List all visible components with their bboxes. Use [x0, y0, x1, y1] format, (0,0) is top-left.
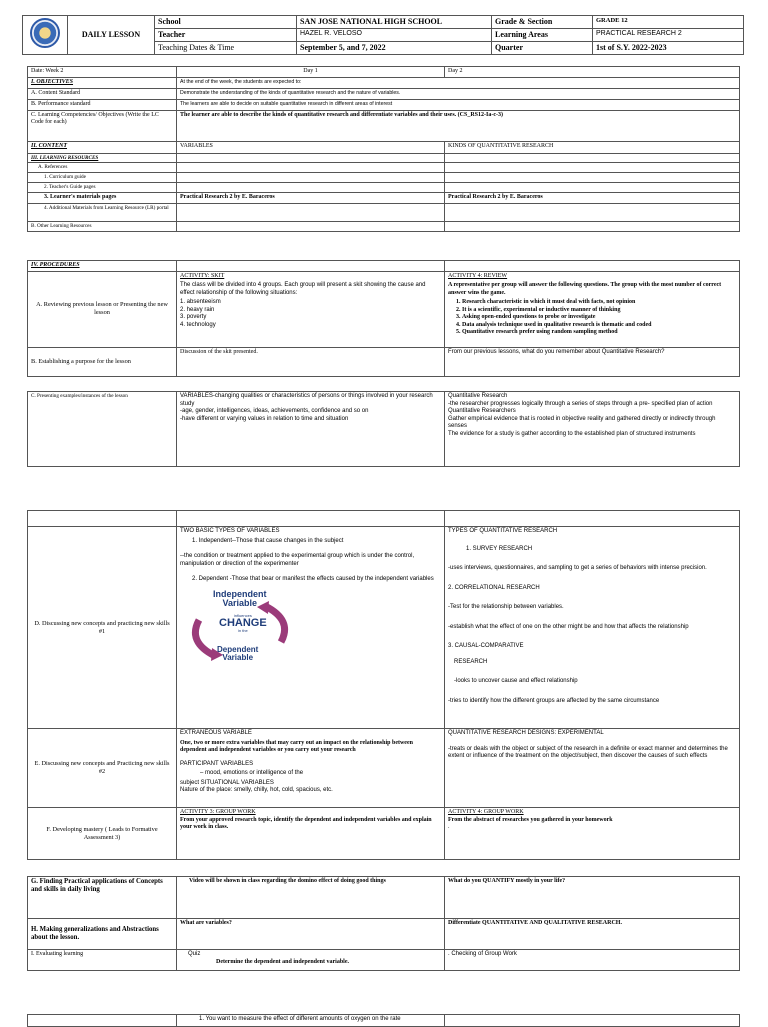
- skit-item: 2. heavy rain: [180, 306, 215, 313]
- group-work-4-title: ACTIVITY 4: GROUP WORK: [448, 809, 524, 815]
- school-label: School: [155, 16, 297, 29]
- correlational-desc-2: -establish what the effect of one on the other might be and how that affects the relationship: [448, 623, 689, 630]
- oxygen-question: 1. You want to measure the effect of different amounts of oxygen on the rate: [177, 1015, 445, 1027]
- experimental-cell: [445, 729, 740, 808]
- extraneous-text: One, two or more extra variables that may carry out an impact on the relationship between dependent and independent variables or you carry out your research: [180, 739, 413, 753]
- activity-skit-title: ACTIVITY: SKIT: [180, 272, 225, 279]
- group-work-4-cell: [445, 808, 740, 860]
- deped-seal-icon: [30, 18, 60, 48]
- skit-item: 1. absenteeism: [180, 299, 221, 305]
- experimental-title: QUANTITATIVE RESEARCH DESIGNS: EXPERIMENTAL: [448, 730, 604, 736]
- quiz-desc: Determine the dependent and independent variable.: [216, 958, 350, 965]
- resources-heading: III. LEARNING RESOURCES: [28, 153, 177, 163]
- applications-day2: What do you QUANTIFY mostly in your life?: [445, 877, 740, 919]
- competencies-text: The learner are able to describe the kinds of quantitative research and differentiate variables and their uses. (CS_RS12-Ia-c-3): [177, 110, 740, 141]
- continuation-table: [27, 1014, 740, 1027]
- basic-variables-cell: [177, 527, 445, 729]
- evidence-text: The evidence for a study is gather according to the established plan of structured instruments: [448, 430, 696, 437]
- dates-label: Teaching Dates & Time: [155, 42, 297, 55]
- causal-comparative-2: RESEARCH: [454, 658, 488, 665]
- group-work-3-title: ACTIVITY 3: GROUP WORK: [180, 809, 256, 815]
- content-standard-text: Demonstrate the understanding of the kinds of quantitative research and the nature of variables.: [177, 88, 740, 99]
- evaluating-label: I. Evaluating learning: [28, 950, 177, 971]
- additional-materials-label: 4. Additional Materials from Learning Resource (LR) portal: [28, 203, 177, 221]
- activity-skit-cell: [177, 271, 445, 347]
- quant-research-text: -the researcher progresses logically through a series of steps through a pre- specified plan of action: [448, 400, 713, 407]
- quiz-label: Quiz: [188, 951, 201, 957]
- generalizations-day1: What are variables?: [177, 919, 445, 950]
- correlational-research: 2. CORRELATIONAL RESEARCH: [448, 584, 540, 591]
- lm-label: 3. Learner's materials pages: [28, 193, 177, 204]
- evaluating-day1: [177, 950, 445, 971]
- diagram-dependent: Dependent Variable: [217, 644, 259, 662]
- purpose-day2: From our previous lessons, what do you remember about Quantitative Research?: [445, 347, 740, 376]
- review-question: 1. Research characteristic in which it must deal with facts, not opinion: [462, 299, 736, 307]
- dependent-item: 2. Dependent -Those that bear or manifest the effects caused by the independent variables: [192, 576, 434, 582]
- causal-comparative: 3. CAUSAL-COMPARATIVE: [448, 643, 524, 649]
- examples-table: [27, 391, 740, 467]
- generalizations-label: H. Making generalizations and Abstractions about the lesson.: [28, 919, 177, 950]
- situational-variables: subject SITUATIONAL VARIABLES: [180, 779, 274, 786]
- activity-skit-text: The class will be divided into 4 groups. Each group will present a skit showing the cause and effect relationship of the following situations:: [180, 282, 426, 296]
- examples-day2: [445, 392, 740, 467]
- quarter-label: Quarter: [492, 42, 593, 55]
- extraneous-cell: [177, 729, 445, 808]
- references-label: A. References: [28, 163, 177, 173]
- objectives-heading: I. OBJECTIVES: [28, 77, 177, 88]
- quant-research-heading: Quantitative Research: [448, 393, 508, 399]
- area-value: PRACTICAL RESEARCH 2: [593, 29, 744, 42]
- causal-desc-2: -tries to identify how the different groups are affected by the same circumstance: [448, 697, 660, 704]
- group-work-4-text: From the abstract of researches you gathered in your homework: [448, 816, 613, 823]
- activity-review-title: ACTIVITY 4: REVIEW: [448, 272, 508, 279]
- applications-day1: Video will be shown in class regarding the domino effect of doing good things: [177, 877, 445, 919]
- curriculum-label: 1. Curriculum guide: [28, 173, 177, 183]
- seal-cell: [23, 16, 68, 55]
- school-value: SAN JOSE NATIONAL HIGH SCHOOL: [297, 16, 492, 29]
- skit-item: 3. poverty: [180, 314, 207, 320]
- quant-researchers-text: Gather empirical evidence that is rooted in objective reality and gathered directly or indirectly through senses: [448, 415, 716, 429]
- examples-label: C. Presenting examples/instances of the lesson: [28, 392, 177, 467]
- applications-table: [27, 876, 740, 971]
- competencies-label: C. Learning Competencies/ Objectives (Write the LC Code for each): [28, 110, 177, 141]
- group-work-4-dot: .: [448, 824, 450, 830]
- content-day2: KINDS OF QUANTITATIVE RESEARCH: [445, 141, 740, 153]
- procedures-table: [27, 260, 740, 377]
- survey-research: 1. SURVEY RESEARCH: [466, 545, 533, 552]
- diagram-independent: Independent Variable: [213, 588, 267, 608]
- group-work-3-cell: [177, 808, 445, 860]
- independent-desc: --the condition or treatment applied to the experimental group which is under the control, manipulation or direction of the experimenter: [180, 553, 415, 567]
- examples-day1: [177, 392, 445, 467]
- performance-standard-label: B. Performance standard: [28, 99, 177, 110]
- purpose-label: B. Establishing a purpose for the lesson: [28, 347, 177, 376]
- lm-day2: Practical Research 2 by E. Baraceros: [445, 193, 740, 204]
- diagram-change: influences CHANGE in the: [219, 612, 267, 633]
- situational-desc: Nature of the place: smelly, chilly, hot, cold, spacious, etc.: [180, 787, 333, 793]
- plan-table: [27, 66, 740, 232]
- types-quant-cell: [445, 527, 740, 729]
- activity-review-cell: [445, 271, 740, 347]
- concepts-table: [27, 510, 740, 860]
- variables-definition: VARIABLES-changing qualities or characteristics of persons or things involved in your research study: [180, 393, 433, 407]
- quant-researchers-heading: Quantitative Researchers: [448, 408, 516, 414]
- correlational-desc-1: -Test for the relationship between variables.: [448, 604, 564, 610]
- review-question: 3. Asking open-ended questions to probe or investigate: [462, 314, 736, 322]
- day1-header: Day 1: [177, 67, 445, 78]
- teacher-value: HAZEL R. VELOSO: [297, 29, 492, 42]
- experimental-text: -treats or deals with the object or subject of the research in a definite or exact manner and determines the extent or influence of the treatment on the object/subject, then discover the causes of such effects: [448, 745, 728, 759]
- dates-value: September 5, and 7, 2022: [297, 42, 492, 55]
- variables-examples: -age, gender, intelligences, ideas, achievements, confidence and so on: [180, 408, 369, 414]
- reviewing-label: A. Reviewing previous lesson or Presenting the new lesson: [28, 271, 177, 347]
- variables-diagram: [185, 590, 295, 670]
- group-work-3-text: From your approved research topic, identify the dependent and independent variables and explain your work in class.: [180, 816, 432, 830]
- grade-label: Grade & Section: [492, 16, 593, 29]
- variables-values: -have different or varying values in relation to time and situation: [180, 415, 349, 422]
- content-day1: VARIABLES: [177, 141, 445, 153]
- types-quant-title: TYPES OF QUANTITATIVE RESEARCH: [448, 528, 558, 534]
- discussing-label-1: D. Discussing new concepts and practicing new skills #1: [28, 527, 177, 729]
- grade-value: GRADE 12: [593, 16, 744, 29]
- applications-label: G. Finding Practical applications of Concepts and skills in daily living: [28, 877, 177, 919]
- lm-day1: Practical Research 2 by E. Baraceros: [177, 193, 445, 204]
- tg-label: 2. Teacher's Guide pages: [28, 183, 177, 193]
- review-question: 5. Quantitative research prefer using random sampling method: [462, 329, 736, 337]
- teacher-label: Teacher: [155, 29, 297, 42]
- extraneous-title: EXTRANEOUS VARIABLE: [180, 730, 252, 736]
- area-label: Learning Areas: [492, 29, 593, 42]
- activity-review-text: A representative per group will answer the following questions. The group with the most number of correct answer wins the game.: [448, 282, 722, 296]
- discussing-label-2: E. Discussing new concepts and Practicing new skills #2: [28, 729, 177, 808]
- quarter-value: 1st of S.Y. 2022-2023: [593, 42, 744, 55]
- date-week: Date: Week 2: [28, 67, 177, 78]
- causal-desc-1: -looks to uncover cause and effect relationship: [454, 678, 578, 684]
- skit-item: 4. technology: [180, 321, 216, 328]
- other-resources-label: B. Other Learning Resources: [28, 221, 177, 231]
- evaluating-day2: . Checking of Group Work: [445, 950, 740, 971]
- daily-lesson-title: DAILY LESSON: [68, 16, 155, 55]
- objectives-text: At the end of the week, the students are expected to:: [177, 77, 740, 88]
- participant-variables: PARTICIPANT VARIABLES: [180, 760, 254, 767]
- content-standard-label: A. Content Standard: [28, 88, 177, 99]
- review-question: 2. It is a scientific, experimental or inductive manner of thinking: [462, 307, 736, 315]
- basic-variables-title: TWO BASIC TYPES OF VARIABLES: [180, 528, 280, 534]
- content-heading: II. CONTENT: [28, 141, 177, 153]
- procedures-heading: IV. PROCEDURES: [28, 261, 177, 272]
- independent-item: 1. Independent--Those that cause changes in the subject: [192, 537, 344, 544]
- performance-standard-text: The learners are able to decide on suitable quantitative research in different areas of interest: [177, 99, 740, 110]
- review-question: 4. Data analysis technique used in qualitative research is thematic and coded: [462, 322, 736, 330]
- mastery-label: F. Developing mastery ( Leads to Formative Assessment 3): [28, 808, 177, 860]
- day2-header: Day 2: [445, 67, 740, 78]
- header-table: [22, 15, 744, 55]
- generalizations-day2: Differentiate QUANTITATIVE AND QUALITATIVE RESEARCH.: [445, 919, 740, 950]
- survey-desc: -uses interviews, questionnaires, and sampling to get a series of behaviors with intense precision.: [448, 565, 707, 571]
- purpose-day1: Discussion of the skit presented.: [177, 347, 445, 376]
- participant-desc: – mood, emotions or intelligence of the: [200, 770, 304, 776]
